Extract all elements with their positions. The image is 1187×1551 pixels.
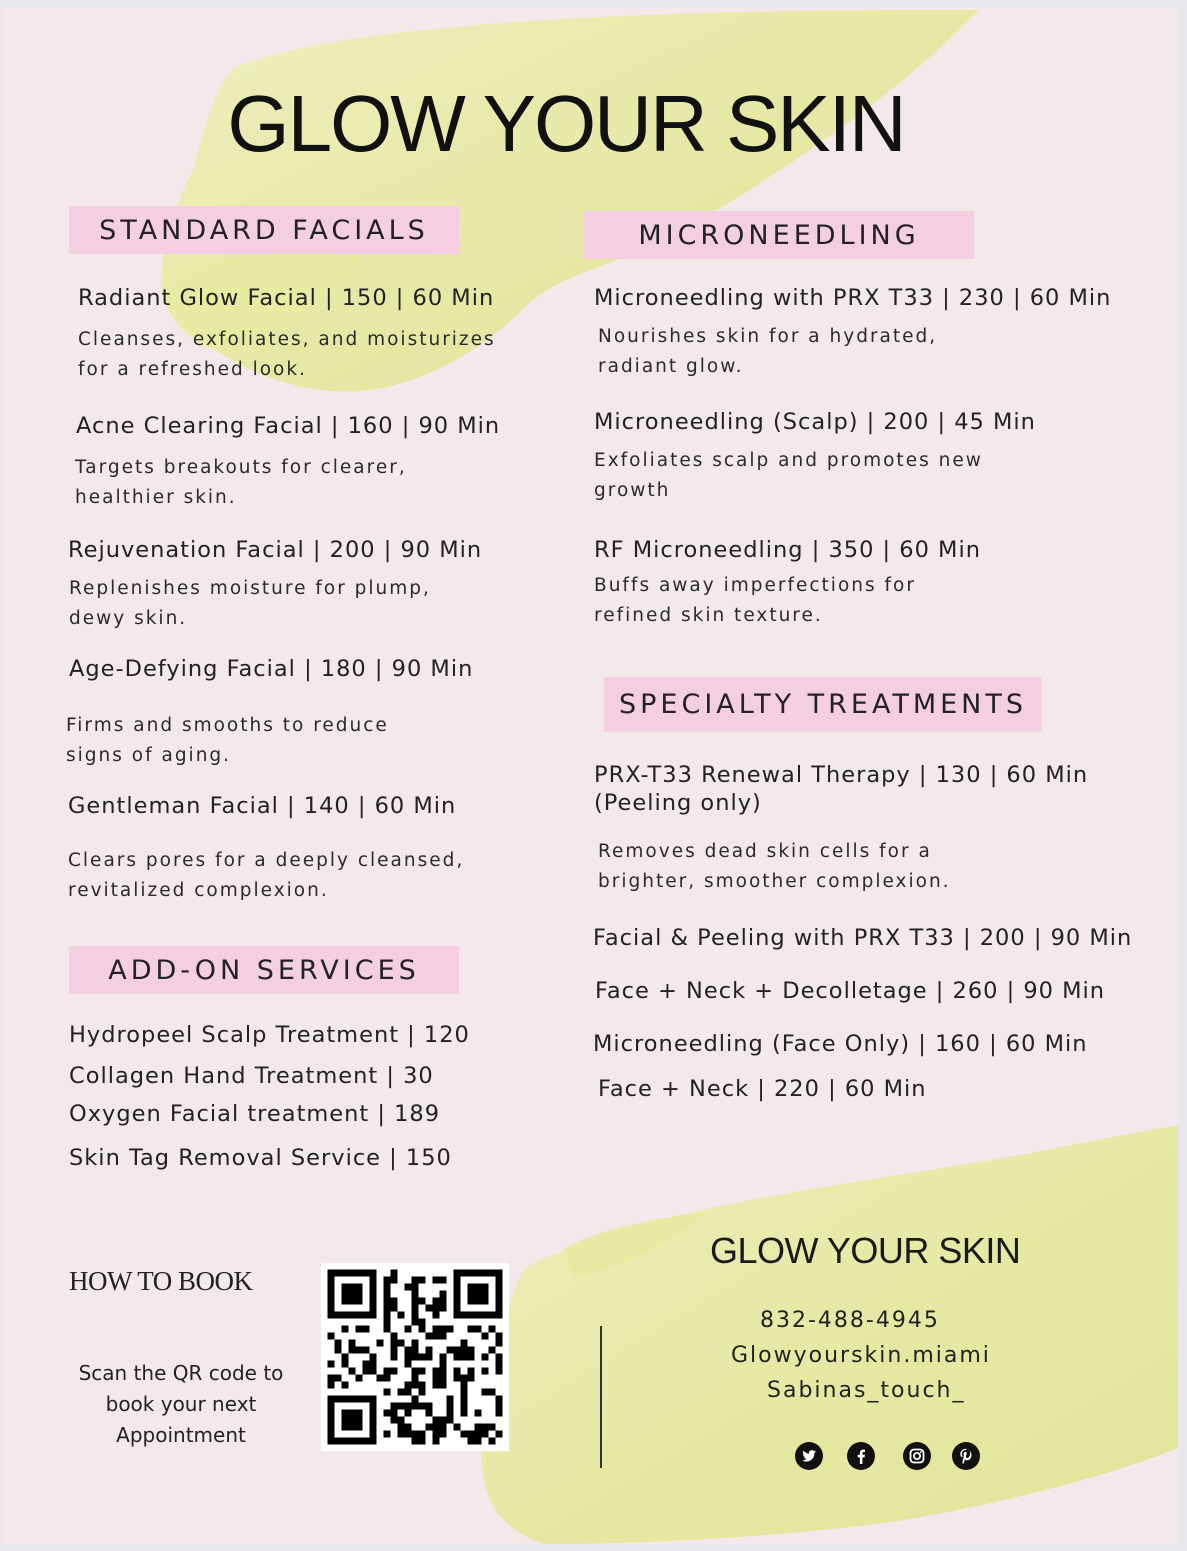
addon-item: Oxygen Facial treatment | 189 [69,1101,441,1127]
divider [600,1326,602,1468]
standard-facials-heading: STANDARD FACIALS [69,206,459,254]
booking-instructions: Scan the QR code to book your next Appointment [78,1361,284,1447]
phone-number[interactable]: 832-488-4945 [760,1308,940,1333]
service-name: Age-Defying Facial | 180 | 90 Min [69,656,474,682]
specialty-treatments-heading: SPECIALTY TREATMENTS [604,677,1042,732]
service-name: Microneedling (Face Only) | 160 | 60 Min [593,1031,1088,1057]
addon-item: Hydropeel Scalp Treatment | 120 [69,1022,470,1048]
service-description: Nourishes skin for a hydrated, radiant glow. [598,326,938,377]
how-to-book-title: HOW TO BOOK [69,1266,253,1296]
service-description: Buffs away imperfections for refined skin texture. [594,575,916,626]
service-note: (Peeling only) [594,790,762,816]
service-name: Rejuvenation Facial | 200 | 90 Min [68,537,483,563]
website-link[interactable]: Glowyourskin.miami [731,1343,991,1368]
brand-name: GLOW YOUR SKIN [710,1230,1021,1271]
service-name: Face + Neck | 220 | 60 Min [598,1076,927,1102]
service-description: Exfoliates scalp and promotes new growth [594,450,983,501]
service-name: Microneedling with PRX T33 | 230 | 60 Min [594,285,1112,311]
instagram-icon[interactable] [903,1442,931,1470]
qr-code-icon [321,1263,509,1451]
service-name: Acne Clearing Facial | 160 | 90 Min [76,413,501,439]
facebook-icon[interactable] [847,1442,875,1470]
service-description: Replenishes moisture for plump, dewy skin. [69,578,431,629]
service-name: RF Microneedling | 350 | 60 Min [594,537,981,563]
page-title: GLOW YOUR SKIN [227,79,905,168]
booking-qr-code[interactable] [321,1263,509,1451]
service-name: Gentleman Facial | 140 | 60 Min [68,793,457,819]
service-name: Face + Neck + Decolletage | 260 | 90 Min [595,978,1106,1004]
addon-item: Skin Tag Removal Service | 150 [69,1145,452,1171]
service-description: Firms and smooths to reduce signs of aging. [66,715,389,766]
twitter-icon[interactable] [795,1442,823,1470]
add-on-services-heading: ADD-ON SERVICES [69,946,459,994]
microneedling-heading: MICRONEEDLING [584,211,974,259]
service-description: Cleanses, exfoliates, and moisturizes for a refreshed look. [78,329,496,380]
social-handle[interactable]: Sabinas_touch_ [767,1378,966,1403]
menu-page [4,8,1178,1544]
service-description: Targets breakouts for clearer, healthier skin. [75,457,407,508]
service-name: Radiant Glow Facial | 150 | 60 Min [78,285,495,311]
service-name: PRX-T33 Renewal Therapy | 130 | 60 Min [594,762,1089,788]
service-description: Clears pores for a deeply cleansed, revitalized complexion. [68,850,465,901]
addon-item: Collagen Hand Treatment | 30 [69,1063,434,1089]
service-description: Removes dead skin cells for a brighter, smoother complexion. [598,841,951,892]
pinterest-icon[interactable] [952,1442,980,1470]
service-name: Microneedling (Scalp) | 200 | 45 Min [594,409,1036,435]
service-name: Facial & Peeling with PRX T33 | 200 | 90 Min [593,925,1133,951]
